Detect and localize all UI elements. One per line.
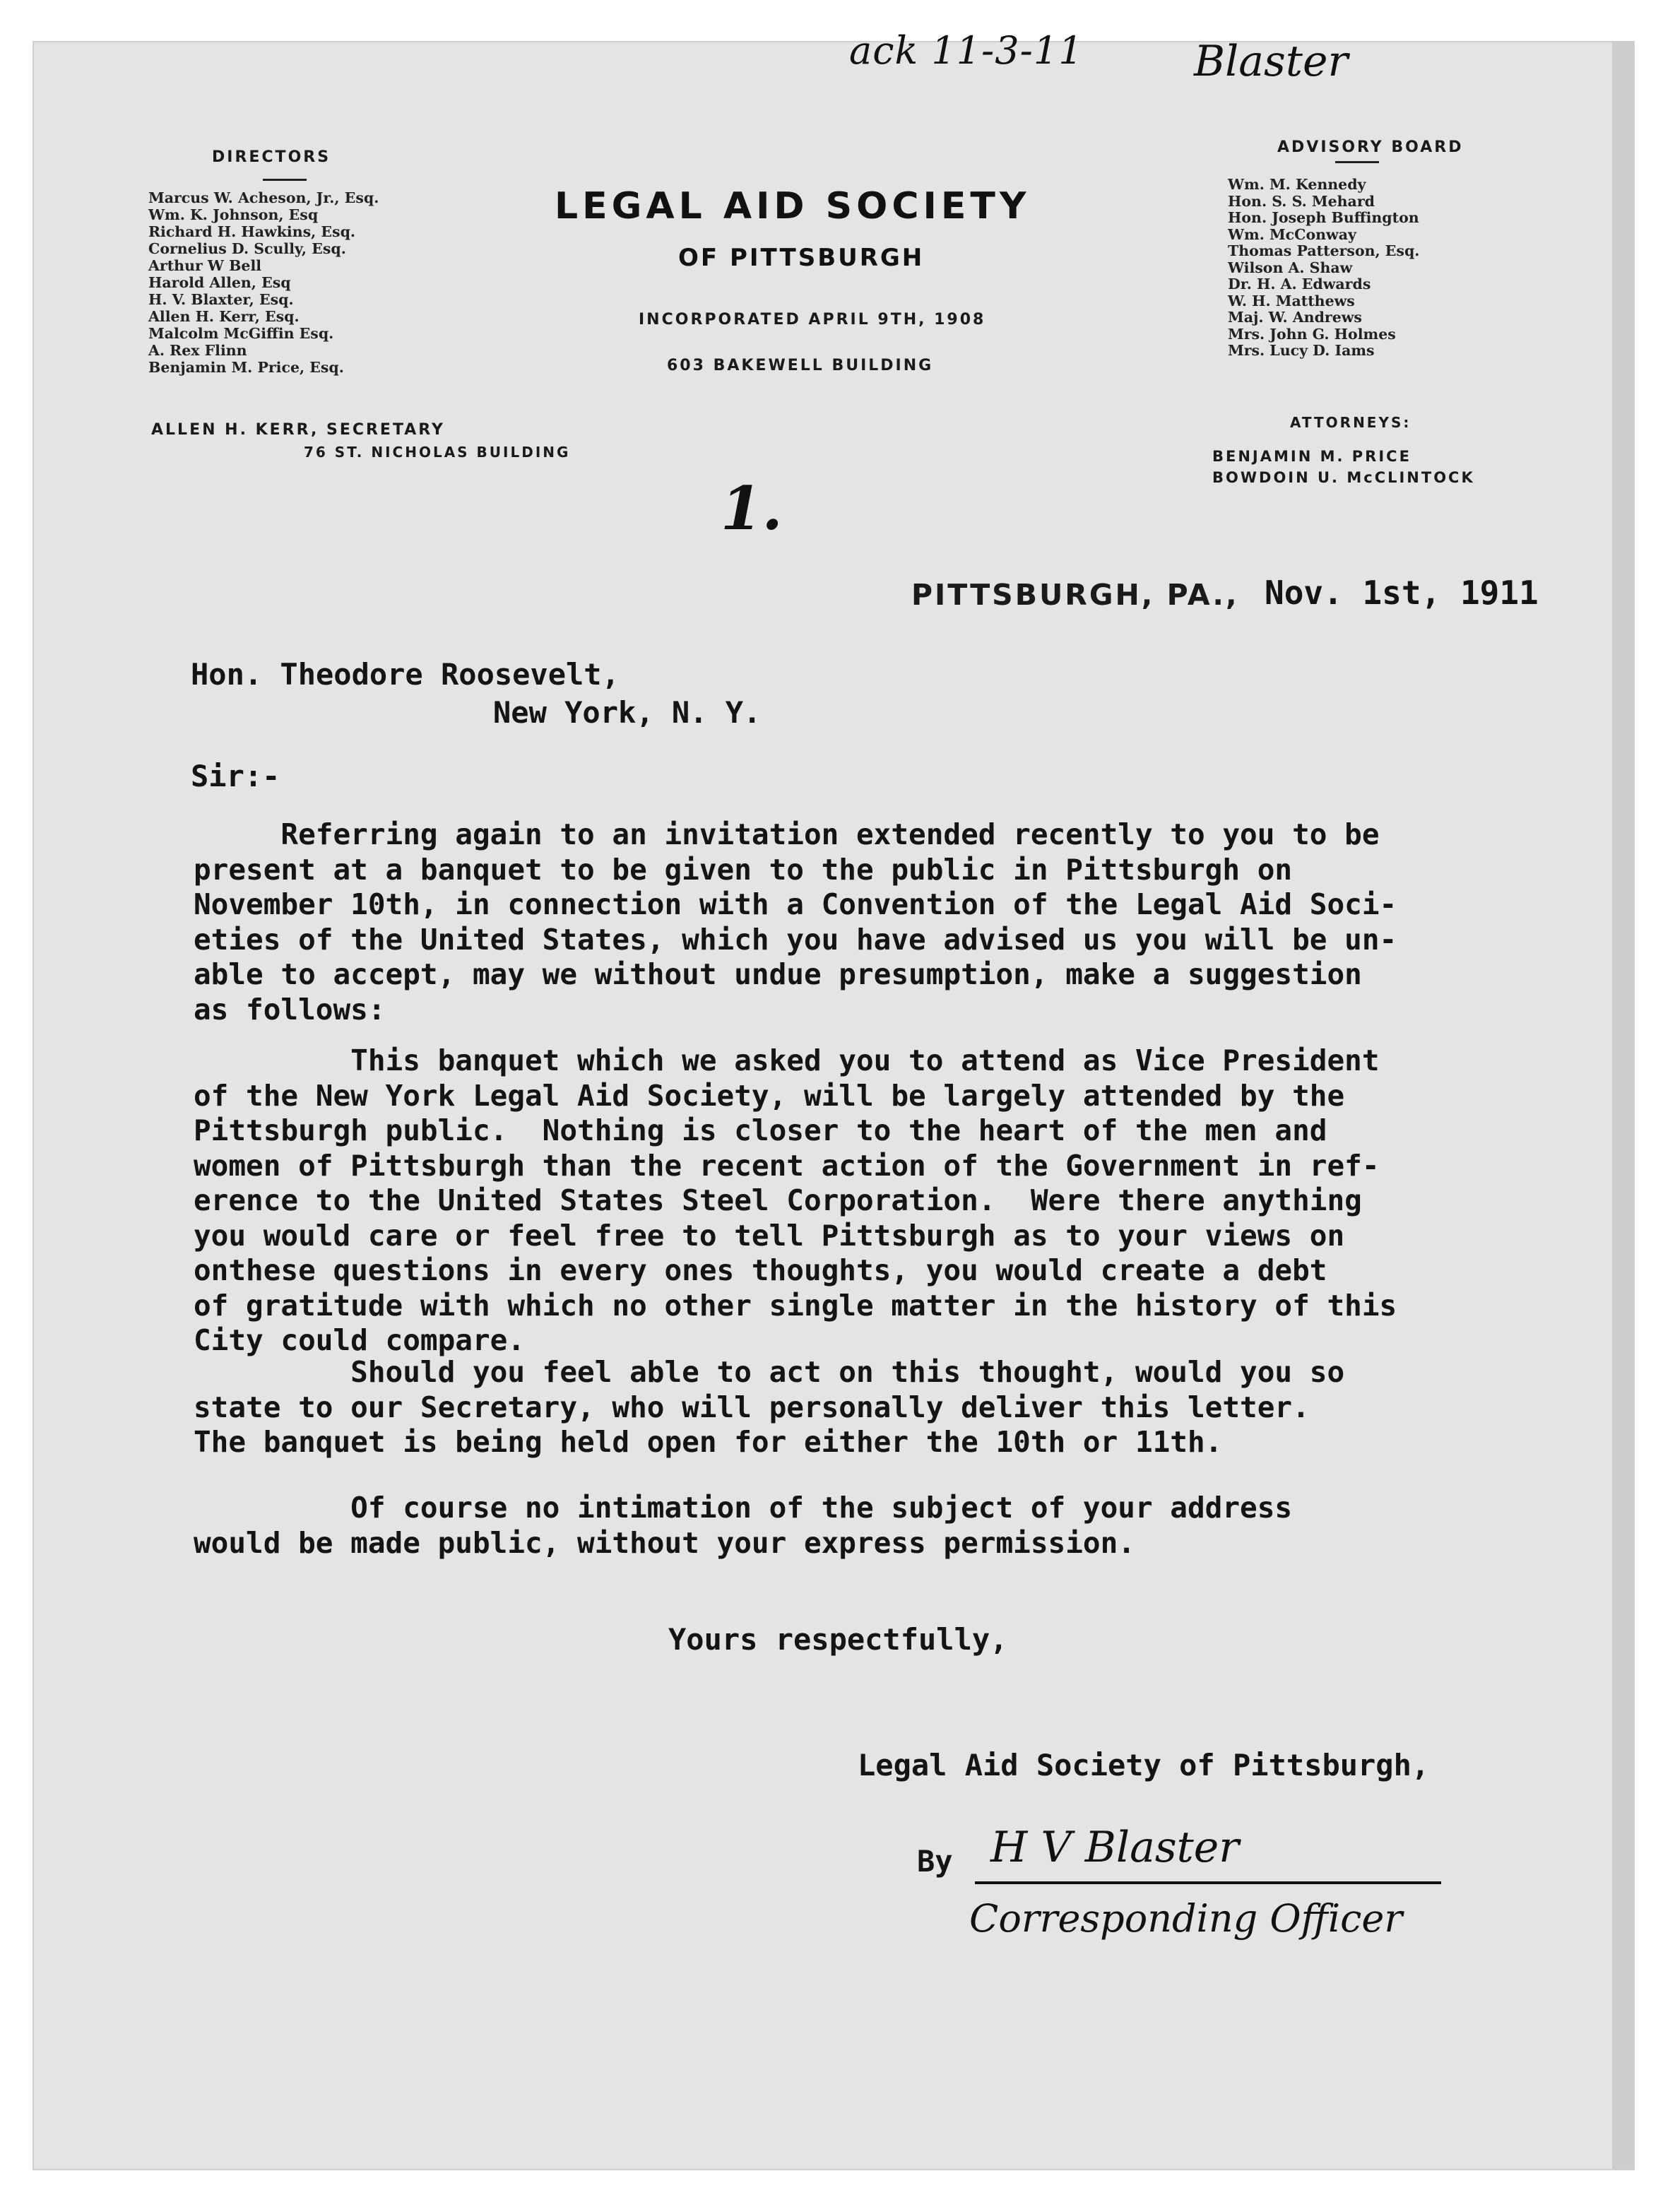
advisory-member: Hon. Joseph Buffington: [1228, 209, 1419, 226]
director-name: H. V. Blaxter, Esq.: [148, 291, 294, 308]
director-name: Marcus W. Acheson, Jr., Esq.: [148, 189, 379, 206]
advisory-member: Dr. H. A. Edwards: [1228, 276, 1371, 292]
secretary-address: 76 ST. NICHOLAS BUILDING: [304, 444, 571, 461]
advisory-board-list: [1228, 177, 1419, 360]
complimentary-close: Yours respectfully,: [668, 1622, 1008, 1657]
advisory-member: W. H. Matthews: [1228, 292, 1355, 309]
handwritten-officer-title: Corresponding Officer: [969, 1896, 1403, 1941]
director-name: Arthur W Bell: [148, 257, 262, 274]
advisory-member: Mrs. Lucy D. Iams: [1228, 342, 1375, 359]
attorney-name: BENJAMIN M. PRICE: [1212, 448, 1411, 465]
body-paragraph: Referring again to an invitation extended recently to you to be present at a banquet to be given to the public in Pittsburgh on November 10th, in connection with a Convention of the Legal Aid Soci- eties of the United States, which you have advised us you will be un- able to accept, may we without undue presumption, make a suggestion as follows:: [194, 817, 1397, 1027]
advisory-member: Wilson A. Shaw: [1228, 259, 1353, 276]
director-name: Cornelius D. Scully, Esq.: [148, 240, 346, 257]
body-paragraph: This banquet which we asked you to attend as Vice President of the New York Legal Aid Society, will be largely attended by the Pittsburgh public. Nothing is closer to the heart of the men and women of Pittsburgh than the recent action of the Government in ref- erence to the United States Steel Corporation. Were there anything you would care or feel free to tell Pittsburgh as to your views on onthese questions in every ones thoughts, you would create a debt of gratitude with which no other single matter in the history of this City could compare.: [194, 1043, 1397, 1357]
director-name: Wm. K. Johnson, Esq: [148, 206, 319, 223]
advisory-member: Thomas Patterson, Esq.: [1228, 242, 1420, 259]
society-address: 603 BAKEWELL BUILDING: [667, 357, 934, 374]
directors-divider: [263, 179, 307, 181]
by-label: By: [917, 1844, 953, 1879]
advisory-member: Maj. W. Andrews: [1228, 309, 1362, 326]
incorporation-line: INCORPORATED APRIL 9TH, 1908: [639, 311, 986, 329]
body-paragraph: Should you feel able to act on this thought, would you so state to our Secretary, who will personally deliver this letter. The banquet is being held open for either the 10th or 11th.: [194, 1355, 1345, 1459]
signature-line: [975, 1881, 1441, 1884]
letter-date: Nov. 1st, 1911: [1265, 574, 1539, 612]
advisory-board-heading: ADVISORY BOARD: [1277, 138, 1464, 156]
secretary-name: ALLEN H. KERR, SECRETARY: [151, 421, 445, 439]
salutation: Sir:-: [191, 759, 280, 793]
advisory-member: Wm. M. Kennedy: [1228, 176, 1366, 193]
letter-city: PITTSBURGH, PA.,: [911, 578, 1239, 612]
society-subtitle: OF PITTSBURGH: [678, 244, 925, 272]
signing-organization: Legal Aid Society of Pittsburgh,: [858, 1748, 1430, 1782]
director-name: A. Rex Flinn: [148, 342, 247, 359]
body-paragraph: Of course no intimation of the subject of your address would be made public, without your express permission.: [194, 1491, 1293, 1560]
director-name: Benjamin M. Price, Esq.: [148, 359, 344, 376]
handwritten-page-mark: 1.: [721, 473, 783, 543]
directors-list: [148, 189, 379, 376]
directors-heading: DIRECTORS: [212, 148, 331, 166]
advisory-divider: [1335, 161, 1379, 163]
attorneys-heading: ATTORNEYS:: [1290, 414, 1411, 431]
society-title: LEGAL AID SOCIETY: [555, 185, 1031, 227]
handwritten-signature: H V Blaster: [990, 1823, 1239, 1872]
director-name: Richard H. Hawkins, Esq.: [148, 223, 356, 240]
director-name: Harold Allen, Esq: [148, 274, 291, 291]
handwritten-blaster-note: Blaster: [1194, 37, 1349, 86]
advisory-member: Hon. S. S. Mehard: [1228, 192, 1375, 210]
advisory-member: Wm. McConway: [1228, 225, 1356, 243]
director-name: Allen H. Kerr, Esq.: [148, 308, 300, 325]
attorney-name: BOWDOIN U. McCLINTOCK: [1212, 469, 1475, 486]
recipient-city: New York, N. Y.: [493, 695, 762, 730]
recipient-name: Hon. Theodore Roosevelt,: [191, 657, 620, 692]
advisory-member: Mrs. John G. Holmes: [1228, 325, 1396, 343]
director-name: Malcolm McGiffin Esq.: [148, 325, 334, 342]
handwritten-file-note: ack 11-3-11: [849, 28, 1084, 73]
